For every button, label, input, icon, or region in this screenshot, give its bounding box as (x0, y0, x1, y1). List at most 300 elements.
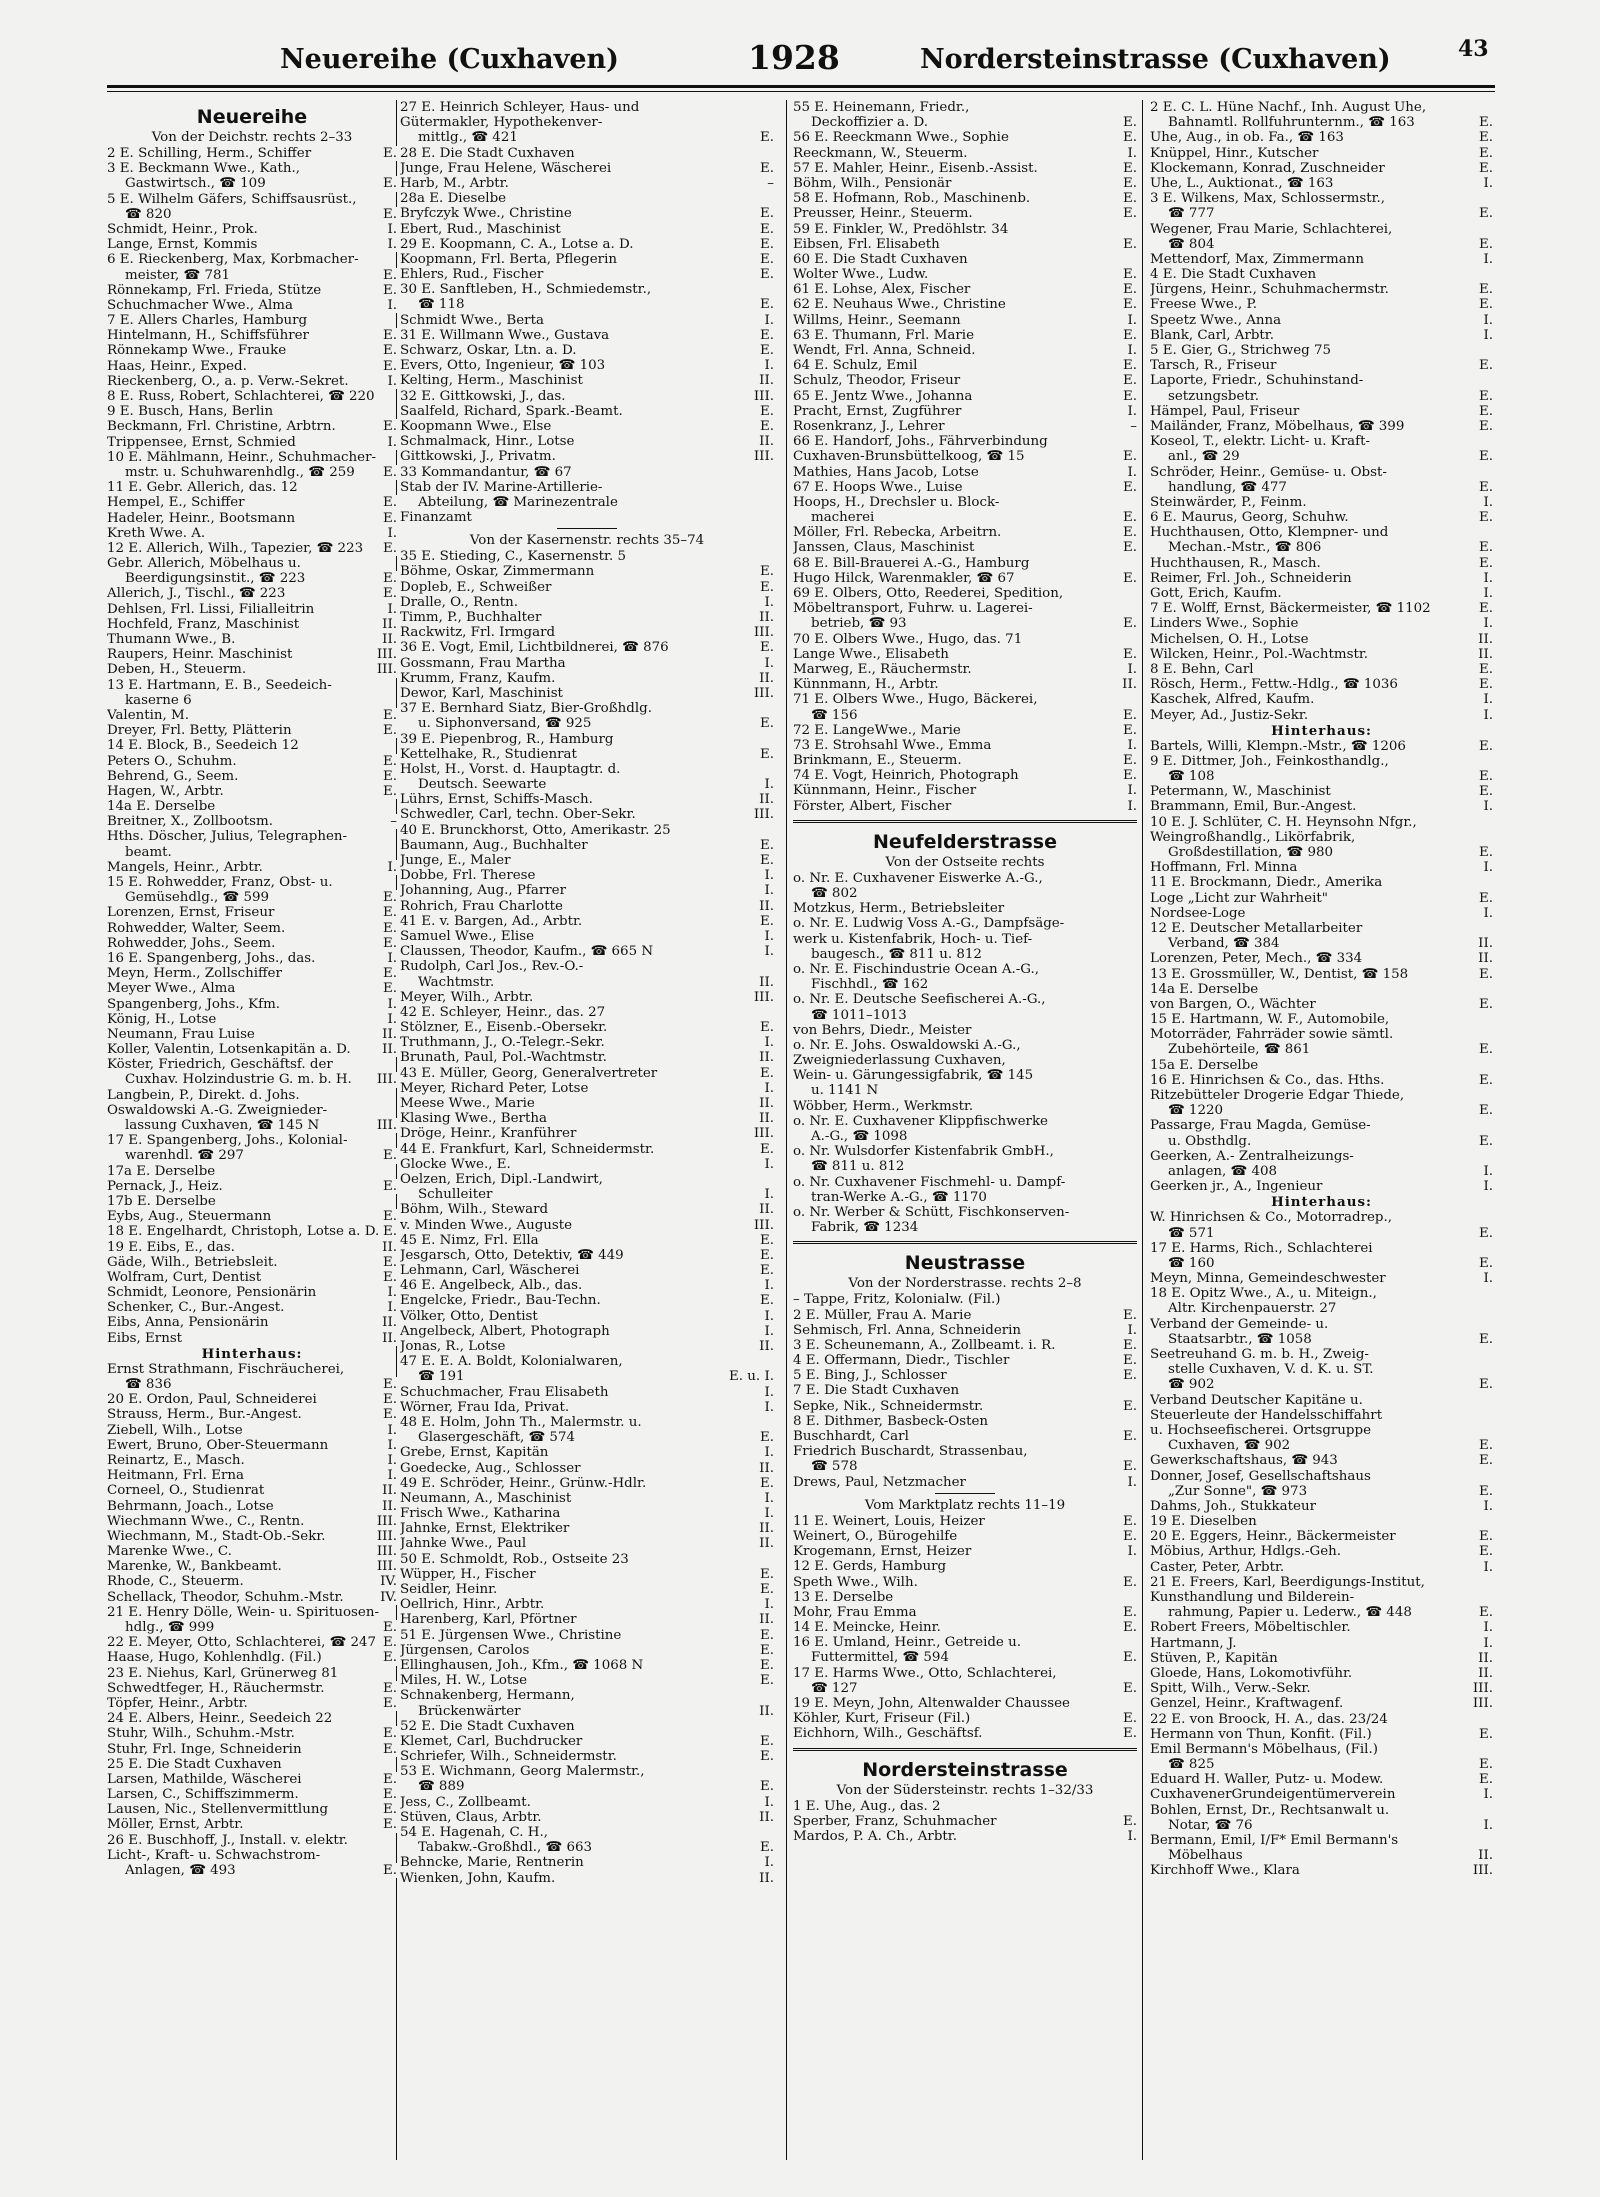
entry-text: 8 E. Russ, Robert, Schlachterei, ☎ 220 (107, 389, 375, 404)
entry-text: 14a E. Derselbe (107, 799, 216, 815)
floor-marker: E. (757, 1430, 774, 1445)
entry-text: hdlg., ☎ 999 (125, 1620, 215, 1635)
entry-text: Beerdigungsinstit., ☎ 223 (125, 571, 306, 587)
floor-marker: E. (1120, 647, 1137, 662)
directory-entry (107, 176, 397, 191)
floor-marker: I. (761, 656, 774, 671)
floor-marker: III. (751, 625, 774, 640)
entry-text: Allerich, J., Tischl., ☎ 223 (107, 586, 286, 602)
floor-marker: I. (1480, 1271, 1493, 1286)
entry-text: Böhme, Oskar, Zimmermann (400, 564, 595, 580)
entry-text: 17b E. Derselbe (107, 1193, 216, 1209)
directory-entry (107, 890, 397, 905)
floor-marker: I. (384, 1285, 397, 1300)
directory-entry (793, 282, 1137, 297)
entry-text: Jesgarsch, Otto, Detektiv, ☎ 449 (400, 1247, 624, 1263)
directory-entry (1150, 100, 1493, 115)
entry-text: Ellinghausen, Joh., Kfm., ☎ 1068 N (400, 1657, 644, 1673)
entry-text: 52 E. Die Stadt Cuxhaven (400, 1718, 575, 1734)
directory-entry (107, 1285, 397, 1300)
entry-text: von Bargen, O., Wächter (1150, 996, 1316, 1012)
entry-text: Krumm, Franz, Kaufm. (400, 670, 556, 686)
directory-entry (107, 845, 397, 860)
directory-entry (400, 267, 774, 282)
directory-entry (107, 602, 397, 617)
floor-marker: E. (1476, 237, 1493, 252)
directory-entry (107, 1453, 397, 1468)
floor-marker: E. (757, 1476, 774, 1491)
entry-text: Mailänder, Franz, Möbelhaus, ☎ 399 (1150, 418, 1405, 434)
directory-entry (400, 130, 774, 145)
entry-text: Marenke, W., Bankbeamt. (107, 1559, 282, 1575)
directory-entry (1150, 1103, 1493, 1118)
directory-entry (400, 1673, 774, 1688)
header-right-title: Nordersteinstrasse (Cuxhaven) (920, 44, 1391, 75)
floor-marker: I. (761, 1081, 774, 1096)
entry-text: Bartels, Willi, Klempn.-Mstr., ☎ 1206 (1150, 738, 1406, 754)
entry-text: Schmidt, Leonore, Pensionärin (107, 1285, 317, 1301)
directory-entry (107, 1377, 397, 1392)
entry-text: Breitner, X., Zollbootsm. (107, 814, 273, 830)
entry-text: Dahms, Joh., Stukkateur (1150, 1498, 1316, 1514)
entry-text: 32 E. Gittkowski, J., das. (400, 388, 566, 404)
entry-text: 7 E. Allers Charles, Hamburg (107, 313, 308, 329)
directory-entry (793, 1529, 1137, 1544)
directory-entry (107, 1559, 397, 1574)
entry-text: Cuxhaven-Brunsbüttelkoog, ☎ 15 (793, 449, 1025, 465)
directory-entry (1150, 1544, 1493, 1559)
floor-marker: E. (380, 936, 397, 951)
entry-text: Dreyer, Frl. Betty, Plätterin (107, 723, 292, 739)
floor-marker: E. (757, 1749, 774, 1764)
floor-marker: E. (1476, 389, 1493, 404)
floor-marker: E. (380, 1817, 397, 1832)
floor-marker: I. (1480, 1787, 1493, 1802)
entry-text: 10 E. Mählmann, Heinr., Schuhmacher- (107, 449, 377, 465)
directory-entry (107, 328, 397, 343)
entry-text: 17 E. Harms Wwe., Otto, Schlachterei, (793, 1665, 1057, 1681)
entry-text: Johanning, Aug., Pfarrer (400, 883, 566, 899)
entry-text: 74 E. Vogt, Heinrich, Photograph (793, 768, 1019, 784)
floor-marker: E. (1120, 1726, 1137, 1741)
directory-entry (107, 556, 397, 571)
floor-marker: E. (1120, 540, 1137, 555)
directory-entry (1150, 525, 1493, 540)
floor-marker: E. (1120, 297, 1137, 312)
floor-marker: E. (1120, 616, 1137, 631)
entry-text: Koopmann, Frl. Berta, Pflegerin (400, 251, 617, 267)
floor-marker: I. (384, 435, 397, 450)
entry-text: W. Hinrichsen & Co., Motorradrep., (1150, 1210, 1393, 1226)
entry-text: Licht-, Kraft- u. Schwachstrom- (107, 1847, 321, 1863)
floor-marker: E. (1476, 297, 1493, 312)
directory-entry (400, 1825, 774, 1840)
directory-entry (400, 1354, 774, 1369)
entry-text: Seidler, Heinr. (400, 1582, 498, 1597)
directory-entry (1150, 1347, 1493, 1362)
floor-marker: E. (380, 359, 397, 374)
floor-marker: I. (761, 883, 774, 898)
floor-marker: I. (761, 1445, 774, 1460)
directory-entry (1150, 1423, 1493, 1438)
entry-text: Drews, Paul, Netzmacher (793, 1474, 966, 1490)
directory-entry (400, 716, 774, 731)
entry-text: Gütermakler, Hypothekenver- (400, 115, 603, 131)
directory-entry (1150, 297, 1493, 312)
directory-entry (793, 1129, 1137, 1144)
directory-entry (793, 647, 1137, 662)
directory-entry (400, 161, 774, 176)
floor-marker: E. (1120, 1681, 1137, 1696)
directory-entry (107, 1088, 397, 1103)
floor-marker: IV. (377, 1574, 397, 1589)
directory-entry (793, 632, 1137, 647)
entry-text: Neumann, A., Maschinist (400, 1490, 572, 1506)
directory-entry (400, 686, 774, 701)
entry-text: Knüppel, Hinr., Kutscher (1150, 145, 1319, 161)
entry-text: mstr. u. Schuhwarenhdlg., ☎ 259 (125, 464, 355, 480)
directory-entry (107, 389, 397, 404)
floor-marker: II. (379, 632, 397, 647)
entry-text: Robert Freers, Möbeltischler. (1150, 1620, 1351, 1636)
floor-marker: I. (1124, 783, 1137, 798)
directory-entry (793, 799, 1137, 814)
directory-entry (793, 1008, 1137, 1023)
entry-text: 55 E. Heinemann, Friedr., (793, 100, 970, 115)
floor-marker: E. (1476, 1529, 1493, 1544)
floor-marker: III. (374, 1514, 397, 1529)
page-number: 43 (1458, 36, 1489, 62)
floor-marker: III. (374, 1544, 397, 1559)
entry-text: warenhdl. ☎ 297 (125, 1148, 244, 1164)
entry-text: 48 E. Holm, John Th., Malermstr. u. (400, 1414, 642, 1430)
entry-text: 53 E. Wichmann, Georg Malermstr., (400, 1764, 645, 1780)
directory-entry (400, 1020, 774, 1035)
entry-text: ☎ 571 (1168, 1225, 1215, 1241)
directory-entry (793, 343, 1137, 358)
floor-marker: E. (757, 1263, 774, 1278)
directory-entry (793, 768, 1137, 783)
entry-text: Bahnamtl. Rollfuhrunternm., ☎ 163 (1168, 115, 1415, 131)
entry-text: ☎ 127 (811, 1680, 858, 1696)
entry-text: meister, ☎ 781 (125, 267, 231, 283)
street-separator (793, 1748, 1137, 1751)
entry-text: 68 E. Bill-Brauerei A.-G., Hamburg (793, 555, 1030, 571)
floor-marker: E. (1476, 601, 1493, 616)
directory-entry (400, 701, 774, 716)
entry-text: Frisch Wwe., Katharina (400, 1506, 561, 1522)
header-left-title: Neuereihe (Cuxhaven) (280, 44, 619, 75)
floor-marker: I. (761, 1309, 774, 1324)
directory-entry (793, 753, 1137, 768)
floor-marker: I. (1124, 738, 1137, 753)
entry-text: o. Nr. E. Fischindustrie Ocean A.-G., (793, 961, 1040, 977)
directory-entry (1150, 1484, 1493, 1499)
directory-entry (400, 1050, 774, 1065)
directory-entry (793, 871, 1137, 886)
entry-text: Blank, Carl, Arbtr. (1150, 327, 1274, 343)
entry-text: Lührs, Ernst, Schiffs-Masch. (400, 792, 593, 808)
entry-text: Mettendorf, Max, Zimmermann (1150, 251, 1364, 267)
floor-marker: E. (380, 723, 397, 738)
floor-marker: E. (1476, 739, 1493, 754)
entry-text: Uhe, Aug., in ob. Fa., ☎ 163 (1150, 130, 1344, 146)
floor-marker: E. (757, 161, 774, 176)
directory-entry (1150, 815, 1493, 830)
floor-marker: E. (757, 580, 774, 595)
floor-marker: E. (1476, 510, 1493, 525)
entry-text: Weinert, O., Bürogehilfe (793, 1528, 958, 1544)
directory-entry (1150, 1301, 1493, 1316)
entry-text: Friedrich Buschardt, Strassenbau, (793, 1444, 1028, 1460)
entry-text: 17 E. Harms, Rich., Schlachterei (1150, 1240, 1373, 1256)
directory-entry (793, 586, 1137, 601)
floor-marker: II. (1475, 632, 1493, 647)
directory-entry (107, 1696, 397, 1711)
floor-marker: I. (384, 298, 397, 313)
floor-marker: E. (1120, 373, 1137, 388)
directory-entry (400, 1385, 774, 1400)
entry-text: Valentin, M. (107, 707, 190, 723)
directory-entry (793, 1829, 1137, 1844)
directory-entry (107, 860, 397, 875)
directory-entry (107, 1742, 397, 1757)
directory-entry (107, 1514, 397, 1529)
entry-text: Stüven, P., Kapitän (1150, 1650, 1278, 1666)
entry-text: 15a E. Derselbe (1150, 1057, 1259, 1073)
directory-entry (1150, 313, 1493, 328)
floor-marker: E. (757, 130, 774, 145)
entry-text: 12 E. Allerich, Wilh., Tapezier, ☎ 223 (107, 540, 364, 556)
floor-marker: E. (1120, 1514, 1137, 1529)
directory-entry (1150, 1088, 1493, 1103)
entry-text: Wachtmstr. (418, 974, 495, 990)
directory-entry (793, 1444, 1137, 1459)
directory-entry (793, 1635, 1137, 1650)
entry-text: Reeckmann, W., Steuerm. (793, 145, 968, 161)
entry-text: Claussen, Theodor, Kaufm., ☎ 665 N (400, 944, 654, 960)
entry-text: ☎ 902 (1168, 1377, 1215, 1393)
entry-text: Gloede, Hans, Lokomotivführ. (1150, 1665, 1353, 1681)
floor-marker: E. (1476, 556, 1493, 571)
directory-entry (1150, 1560, 1493, 1575)
entry-text: Eibs, Anna, Pensionärin (107, 1315, 269, 1331)
floor-marker: E. (757, 1840, 774, 1855)
directory-entry (107, 1224, 397, 1239)
directory-entry (1150, 1833, 1493, 1848)
entry-text: Cuxhaven, ☎ 902 (1168, 1438, 1291, 1454)
floor-marker: E. (380, 1787, 397, 1802)
directory-entry (1150, 1012, 1493, 1027)
entry-text: o. Nr. Wulsdorfer Kistenfabrik GmbH., (793, 1144, 1054, 1160)
directory-entry (400, 868, 774, 883)
floor-marker: E. (1476, 206, 1493, 221)
directory-entry (1150, 1529, 1493, 1544)
entry-text: Hths. Döscher, Julius, Telegraphen- (107, 829, 348, 845)
entry-text: Verband der Gemeinde- u. (1150, 1316, 1329, 1332)
entry-text: Wiechmann Wwe., C., Rentn. (107, 1513, 305, 1529)
floor-marker: E. (1120, 191, 1137, 206)
floor-marker: E. (1476, 1256, 1493, 1271)
entry-text: o. Nr. Cuxhavener Fischmehl- u. Dampf- (793, 1174, 1066, 1190)
floor-marker: E. (757, 1779, 774, 1794)
floor-marker: E. (757, 564, 774, 579)
directory-entry (793, 1814, 1137, 1829)
floor-marker: E. (380, 890, 397, 905)
entry-text: ☎ 804 (1168, 236, 1215, 252)
entry-text: Emil Bermann's Möbelhaus, (Fil.) (1150, 1741, 1378, 1757)
floor-marker: E. (380, 1209, 397, 1224)
entry-text: 24 E. Albers, Heinr., Seedeich 22 (107, 1711, 333, 1727)
directory-entry (793, 1590, 1137, 1605)
directory-entry (793, 992, 1137, 1007)
entry-text: Dehlsen, Frl. Lissi, Filialleitrin (107, 601, 315, 617)
entry-text: Raupers, Heinr. Maschinist (107, 647, 293, 663)
entry-text: Brinkmann, E., Steuerm. (793, 753, 962, 769)
street-separator (793, 820, 1137, 823)
floor-marker: E. (1120, 389, 1137, 404)
entry-text: 17 E. Spangenberg, Johs., Kolonial- (107, 1133, 348, 1149)
entry-text: 12 E. Deutscher Metallarbeiter (1150, 920, 1363, 936)
directory-entry (107, 632, 397, 647)
directory-entry (107, 769, 397, 784)
directory-entry (107, 1817, 397, 1832)
entry-text: Kaschek, Alfred, Kaufm. (1150, 692, 1315, 708)
directory-entry (1150, 1226, 1493, 1241)
floor-marker: I. (384, 1453, 397, 1468)
directory-entry (400, 297, 774, 312)
entry-text: Krogemann, Ernst, Heizer (793, 1544, 972, 1560)
directory-column-2 (400, 100, 774, 1886)
directory-entry (400, 419, 774, 434)
entry-text: Töpfer, Heinr., Arbtr. (107, 1695, 248, 1711)
directory-entry (1150, 1408, 1493, 1423)
entry-text: 16 E. Hinrichsen & Co., das. Hths. (1150, 1072, 1385, 1088)
directory-entry (1150, 708, 1493, 723)
floor-marker: E. (757, 716, 774, 731)
directory-entry (400, 914, 774, 929)
floor-marker: I. (1124, 1475, 1137, 1490)
floor-marker: II. (379, 1027, 397, 1042)
floor-marker: E. (757, 1643, 774, 1658)
entry-text: 20 E. Ordon, Paul, Schneiderei (107, 1392, 317, 1408)
entry-text: 13 E. Hartmann, E. B., Seedeich- (107, 677, 332, 693)
directory-entry (400, 838, 774, 853)
floor-marker: II. (756, 1871, 774, 1886)
floor-marker: I. (1480, 906, 1493, 921)
floor-marker: I. (761, 944, 774, 959)
floor-marker: II. (756, 1461, 774, 1476)
floor-marker: E. (380, 1772, 397, 1787)
entry-text: Schwedler, Carl, techn. Ober-Sekr. (400, 807, 636, 823)
directory-entry (107, 1802, 397, 1817)
entry-text: Ebert, Rud., Maschinist (400, 221, 561, 237)
floor-marker: I. (384, 997, 397, 1012)
directory-entry (1150, 373, 1493, 388)
entry-text: Wüpper, H., Fischer (400, 1566, 536, 1582)
floor-marker: E. (1120, 328, 1137, 343)
entry-text: Wendt, Frl. Anna, Schneid. (793, 343, 976, 358)
directory-entry (793, 1220, 1137, 1235)
directory-entry (1150, 1317, 1493, 1332)
entry-text: von Behrs, Diedr., Meister (793, 1022, 972, 1038)
directory-entry (1150, 967, 1493, 982)
directory-entry (1150, 1651, 1493, 1666)
directory-entry (107, 526, 397, 541)
floor-marker: E. (1120, 525, 1137, 540)
directory-entry (107, 1468, 397, 1483)
directory-entry (1150, 161, 1493, 176)
entry-text: Meyer, Wilh., Arbtr. (400, 989, 534, 1005)
floor-marker: E. (757, 838, 774, 853)
directory-entry (1150, 267, 1493, 282)
entry-text: Meyn, Herm., Zollschiffer (107, 966, 282, 982)
floor-marker: E. (1120, 130, 1137, 145)
directory-entry (793, 1368, 1137, 1383)
entry-text: Klemet, Carl, Buchdrucker (400, 1733, 583, 1749)
directory-entry (793, 1711, 1137, 1726)
directory-entry (107, 1529, 397, 1544)
directory-entry (1150, 1575, 1493, 1590)
entry-text: Koopmann Wwe., Else (400, 418, 552, 434)
entry-text: Gittkowski, J., Privatm. (400, 449, 556, 465)
directory-entry (1150, 1058, 1493, 1073)
floor-marker: E. (757, 1066, 774, 1081)
floor-marker: E. (1120, 1529, 1137, 1544)
directory-entry (1150, 616, 1493, 631)
directory-entry (107, 1757, 397, 1772)
directory-entry (793, 916, 1137, 931)
floor-marker: II. (756, 1810, 774, 1825)
entry-text: 49 E. Schröder, Heinr., Grünw.-Hdlr. (400, 1475, 647, 1491)
directory-entry (793, 1666, 1137, 1681)
entry-text: Heitmann, Frl. Erna (107, 1468, 244, 1484)
floor-marker: E. (1120, 480, 1137, 495)
entry-text: Sehmisch, Frl. Anna, Schneiderin (793, 1322, 1022, 1338)
entry-text: Klasing Wwe., Bertha (400, 1111, 547, 1127)
entry-text: Eibs, Ernst (107, 1330, 183, 1346)
directory-entry (1150, 1027, 1493, 1042)
entry-text: Oelzen, Erich, Dipl.-Landwirt, (400, 1171, 603, 1187)
directory-entry (1150, 237, 1493, 252)
entry-text: 11 E. Gebr. Allerich, das. 12 (107, 480, 298, 496)
directory-entry (1150, 1620, 1493, 1635)
entry-text: Geerken jr., A., Ingenieur (1150, 1179, 1323, 1195)
floor-marker: I. (761, 358, 774, 373)
directory-entry (793, 1190, 1137, 1205)
floor-marker: E. (1476, 282, 1493, 297)
entry-text: o. Nr. Werber & Schütt, Fischkonserven- (793, 1204, 1070, 1220)
directory-entry (400, 1369, 774, 1384)
entry-text: Schnakenberg, Hermann, (400, 1688, 575, 1704)
directory-entry (1150, 1590, 1493, 1605)
hinterhaus-label: Hinterhaus: (1271, 722, 1372, 739)
entry-text: Wilcken, Heinr., Pol.-Wachtmstr. (1150, 646, 1369, 662)
directory-entry (400, 777, 774, 792)
directory-entry (400, 1096, 774, 1111)
directory-entry (107, 1423, 397, 1438)
floor-marker: II. (756, 1096, 774, 1111)
directory-entry (107, 1590, 397, 1605)
floor-marker: I. (384, 237, 397, 252)
floor-marker: E. (1120, 1650, 1137, 1665)
directory-entry (1150, 191, 1493, 206)
entry-text: Hoops, H., Drechsler u. Block- (793, 494, 1000, 510)
entry-text: Jahnke Wwe., Paul (400, 1536, 527, 1552)
directory-entry (793, 1459, 1137, 1474)
entry-text: macherei (811, 510, 875, 526)
floor-marker: I. (1480, 1636, 1493, 1651)
